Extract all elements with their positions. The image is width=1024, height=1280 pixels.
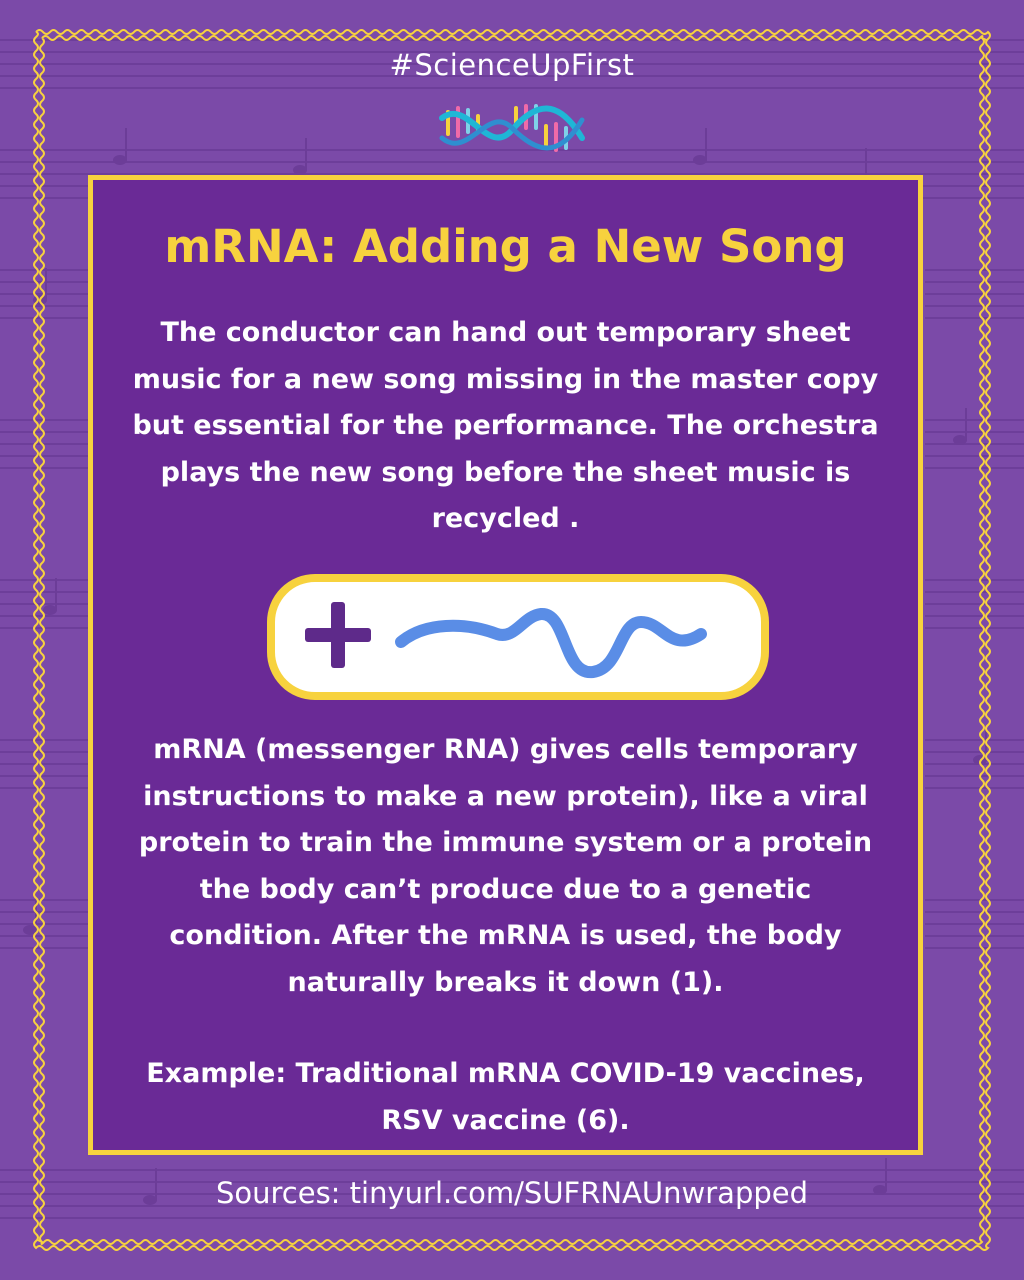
example-paragraph: Example: Traditional mRNA COVID-19 vaccines, RSV vaccine (6).	[146, 1058, 865, 1136]
rna-strand-icon	[401, 614, 701, 672]
analogy-paragraph: The conductor can hand out temporary sheet music for a new song missing in the master copy but essential for the performance. The orchestra plays the new song before the sheet music is recycled .	[132, 317, 879, 534]
content-card	[88, 175, 923, 1155]
sources-link[interactable]: Sources: tinyurl.com/SUFRNAUnwrapped	[215, 1176, 809, 1210]
dna-helix-icon	[438, 98, 586, 160]
pill-graphics	[275, 582, 761, 692]
explanation-paragraph: mRNA (messenger RNA) gives cells temporary instructions to make a new protein), like a viral protein to train the immune system or a protein the body can’t produce due to a genetic condition. After the mRNA is used, the body naturally breaks it down (1).	[138, 734, 873, 998]
illustration-pill	[267, 574, 769, 700]
card-title: mRNA: Adding a New Song	[164, 220, 847, 273]
plus-icon	[305, 602, 371, 668]
hashtag-heading: #ScienceUpFirst	[389, 48, 635, 82]
